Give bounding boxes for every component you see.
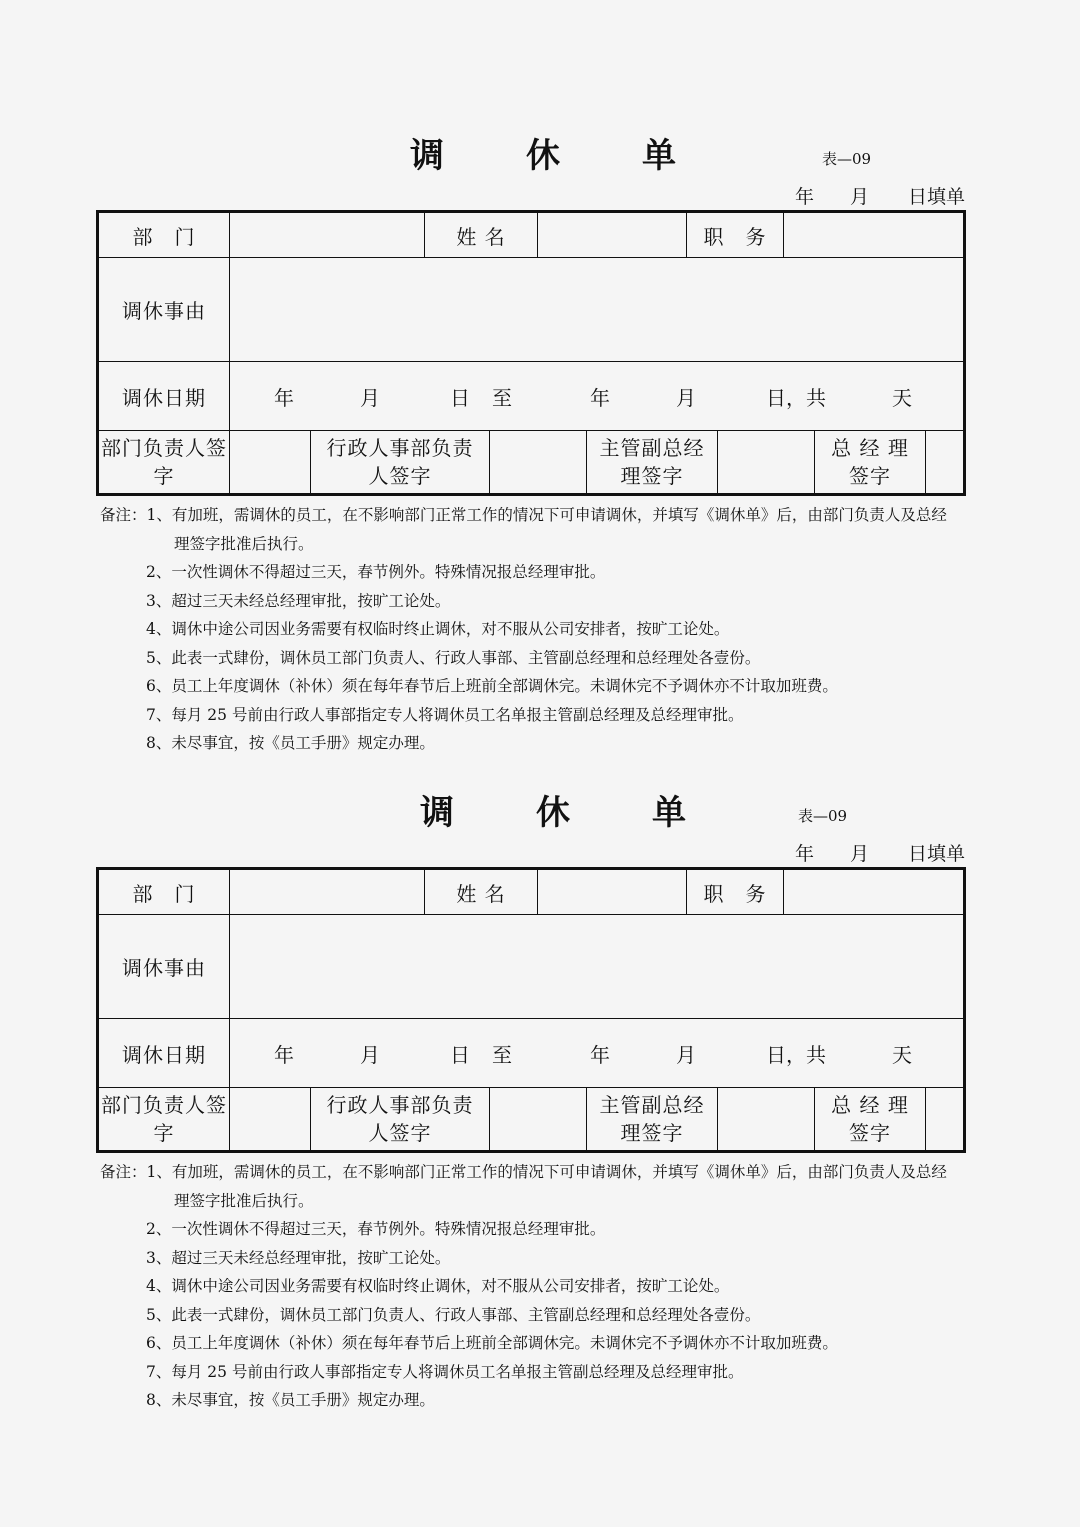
vp-sign-label: 主管副总经理签字 [587, 1088, 718, 1150]
vp-sign-label: 主管副总经理签字 [587, 431, 718, 493]
note-2: 2、一次性调休不得超过三天，春节例外。特殊情况报总经理审批。 [146, 563, 606, 581]
gm-sign-label: 总 经 理签字 [815, 1088, 926, 1150]
note-5: 5、此表一式肆份，调休员工部门负责人、行政人事部、主管副总经理和总经理处各壹份。 [146, 648, 761, 667]
form-table [96, 867, 966, 1153]
form-title: 调 休 单 [410, 136, 676, 176]
date-label: 调休日期 [98, 362, 230, 431]
dept-label: 部 门 [98, 869, 230, 915]
note-7: 7、每月 25 号前由行政人事部指定专人将调休员工名单报主管副总经理及总经理审批。 [146, 705, 744, 724]
note-7: 7、每月 25 号前由行政人事部指定专人将调休员工名单报主管副总经理及总经理审批。 [146, 1362, 744, 1381]
reason-field[interactable] [230, 915, 965, 1019]
dept-head-sign-label: 部门负责人签字 [99, 1088, 230, 1150]
vp-sign-field[interactable] [718, 1088, 815, 1150]
form-title: 调 休 单 [420, 793, 686, 833]
note-1-cont: 理签字批准后执行。 [174, 534, 314, 553]
position-label: 职 务 [687, 869, 784, 915]
note-4: 4、调休中途公司因业务需要有权临时终止调休，对不服从公司安排者，按旷工论处。 [146, 1277, 730, 1295]
position-label: 职 务 [687, 212, 784, 258]
hr-head-sign-field[interactable] [490, 431, 587, 493]
date-range-field[interactable]: 年 月 日 至 年 月 日，共 天 [230, 1019, 965, 1088]
name-field[interactable] [538, 869, 687, 915]
gm-sign-field[interactable] [926, 1088, 964, 1150]
note-6: 6、员工上年度调休（补休）须在每年春节后上班前全部调休完。未调休完不予调休亦不计取加班费。 [146, 1334, 838, 1352]
gm-sign-label: 总 经 理签字 [815, 431, 926, 493]
name-field[interactable] [538, 212, 687, 258]
note-3: 3、超过三天未经总经理审批，按旷工论处。 [146, 591, 451, 610]
fill-date-line: 年 月 日填单 [795, 186, 966, 208]
dept-label: 部 门 [98, 212, 230, 258]
hr-head-sign-field[interactable] [490, 1088, 587, 1150]
hr-head-sign-label: 行政人事部负责人签字 [311, 1088, 490, 1150]
name-label: 姓 名 [425, 869, 538, 915]
note-4: 4、调休中途公司因业务需要有权临时终止调休，对不服从公司安排者，按旷工论处。 [146, 620, 730, 638]
dept-field[interactable] [230, 869, 425, 915]
reason-label: 调休事由 [98, 258, 230, 362]
note-5: 5、此表一式肆份，调休员工部门负责人、行政人事部、主管副总经理和总经理处各壹份。 [146, 1305, 761, 1324]
form-code: 表—09 [798, 807, 848, 825]
notes: 备注：1、有加班，需调休的员工，在不影响部门正常工作的情况下可申请调休，并填写《调休单》后，由部门负责人及总经 理签字批准后执行。 2、一次性调休不得超过三天，春节例外。特殊情况报总经理审批。 3、超过三天未经总经理审批，按旷工论处。 4、调休中途公司因业务需要有权临时终止调休，对不服从公司安排者，按旷工论处。 5、此表一式肆份，调休员工部门负责人、行政人事部、主管副总经理和总经理处各壹份。 6、员工上年度调休（补休）须在每年春节后上班前全部调休完。未调休完不予调休亦不计取加班费。 7、每月 25 号前由行政人事部指定专人将调休员工名单报主管副总经理及总经理审批。 8、未尽事宜，按《员工手册》规定办理。 [100, 1158, 1000, 1415]
note-6: 6、员工上年度调休（补休）须在每年春节后上班前全部调休完。未调休完不予调休亦不计取加班费。 [146, 677, 838, 695]
note-2: 2、一次性调休不得超过三天，春节例外。特殊情况报总经理审批。 [146, 1220, 606, 1238]
form-table [96, 210, 966, 496]
form-code: 表—09 [822, 150, 872, 168]
note-3: 3、超过三天未经总经理审批，按旷工论处。 [146, 1248, 451, 1267]
date-label: 调休日期 [98, 1019, 230, 1088]
gm-sign-field[interactable] [926, 431, 964, 493]
dept-field[interactable] [230, 212, 425, 258]
fill-date-line: 年 月 日填单 [795, 843, 966, 865]
dept-head-sign-label: 部门负责人签字 [99, 431, 230, 493]
notes: 备注：1、有加班，需调休的员工，在不影响部门正常工作的情况下可申请调休，并填写《调休单》后，由部门负责人及总经 理签字批准后执行。 2、一次性调休不得超过三天，春节例外。特殊情况报总经理审批。 3、超过三天未经总经理审批，按旷工论处。 4、调休中途公司因业务需要有权临时终止调休，对不服从公司安排者，按旷工论处。 5、此表一式肆份，调休员工部门负责人、行政人事部、主管副总经理和总经理处各壹份。 6、员工上年度调休（补休）须在每年春节后上班前全部调休完。未调休完不予调休亦不计取加班费。 7、每月 25 号前由行政人事部指定专人将调休员工名单报主管副总经理及总经理审批。 8、未尽事宜，按《员工手册》规定办理。 [100, 501, 1000, 758]
dept-head-sign-field[interactable] [230, 431, 311, 493]
reason-label: 调休事由 [98, 915, 230, 1019]
note-1-cont: 理签字批准后执行。 [174, 1191, 314, 1210]
hr-head-sign-label: 行政人事部负责人签字 [311, 431, 490, 493]
note-8: 8、未尽事宜，按《员工手册》规定办理。 [146, 734, 435, 752]
vp-sign-field[interactable] [718, 431, 815, 493]
position-field[interactable] [784, 869, 965, 915]
reason-field[interactable] [230, 258, 965, 362]
note-1: 1、有加班，需调休的员工，在不影响部门正常工作的情况下可申请调休，并填写《调休单》后，由部门负责人及总经 [146, 506, 947, 524]
note-8: 8、未尽事宜，按《员工手册》规定办理。 [146, 1391, 435, 1409]
position-field[interactable] [784, 212, 965, 258]
date-range-field[interactable]: 年 月 日 至 年 月 日，共 天 [230, 362, 965, 431]
name-label: 姓 名 [425, 212, 538, 258]
dept-head-sign-field[interactable] [230, 1088, 311, 1150]
note-1: 1、有加班，需调休的员工，在不影响部门正常工作的情况下可申请调休，并填写《调休单》后，由部门负责人及总经 [146, 1163, 947, 1181]
